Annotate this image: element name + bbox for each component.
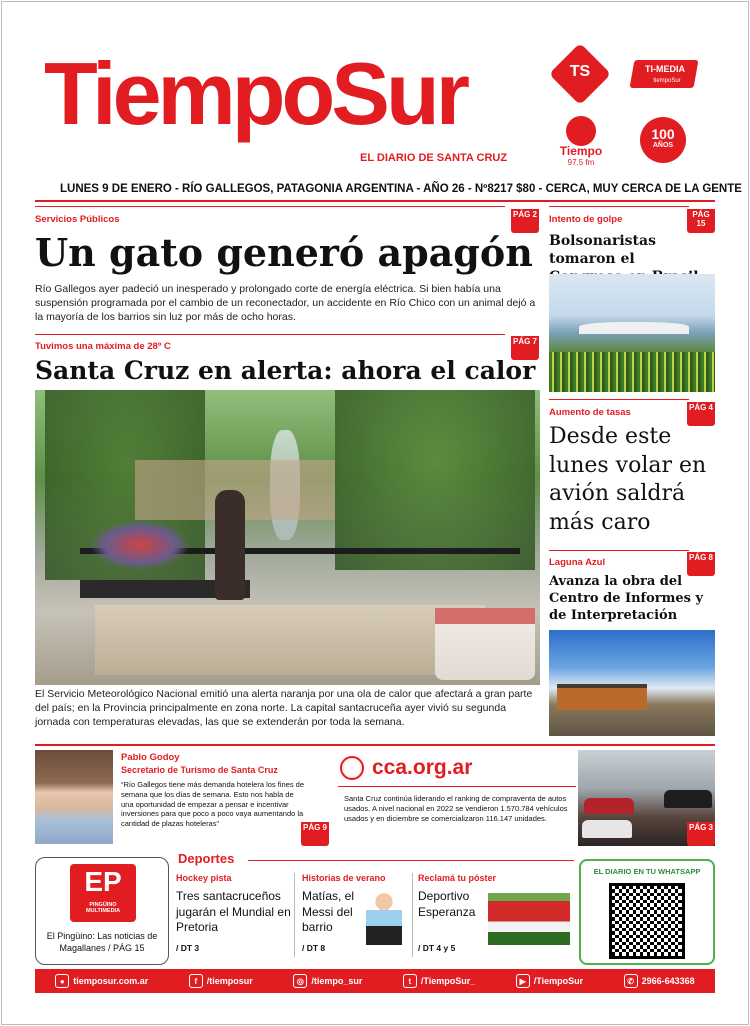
- messi-illustration: [366, 891, 402, 945]
- second-kicker: Tuvimos una máxima de 28º C: [35, 341, 171, 352]
- deportes-divider-1: [294, 873, 295, 957]
- footer-twitter-label: /TiempoSur_: [420, 976, 476, 986]
- deportes-3-text[interactable]: Deportivo Esperanza: [418, 889, 476, 919]
- footer-instagram-label: /tiempo_sur: [311, 976, 363, 986]
- phone-icon: ✆: [624, 974, 638, 988]
- side-1-pag[interactable]: PÁG 15: [687, 209, 715, 233]
- side-story-1[interactable]: [549, 206, 715, 396]
- footer-phone-label: 2966-643368: [641, 976, 695, 986]
- photo-tree-right: [335, 390, 535, 570]
- heat-photo: [35, 390, 540, 685]
- side-3-rule: [549, 550, 689, 551]
- deportes-title: Deportes: [178, 851, 235, 866]
- deportes-1-text[interactable]: Tres santacruceños jugarán el Mundial en Pretoria: [176, 889, 291, 935]
- instagram-icon: ◎: [293, 974, 307, 988]
- side-3-pag[interactable]: PÁG 8: [687, 552, 715, 576]
- deportes-2-dt[interactable]: / DT 8: [302, 943, 326, 953]
- footer-instagram[interactable]: [293, 974, 362, 988]
- cca-title[interactable]: cca.org.ar: [372, 756, 473, 779]
- masthead-logo[interactable]: TiempoSur: [44, 44, 467, 143]
- twitter-icon: t: [403, 974, 417, 988]
- footer-facebook-label: /tiemposur: [206, 976, 253, 986]
- side-1-rule: [549, 206, 689, 207]
- photo-car-dark: [664, 790, 712, 808]
- second-pag[interactable]: PÁG 7: [511, 336, 539, 360]
- side-2-headline[interactable]: Desde este lunes volar en avión saldrá más caro: [549, 424, 707, 535]
- footer-youtube[interactable]: [516, 974, 583, 988]
- globe-icon: ●: [55, 974, 69, 988]
- photo-car-white: [582, 820, 632, 838]
- brasilia-photo: [549, 274, 715, 392]
- side-2-kicker: Aumento de tasas: [549, 407, 631, 418]
- side-1-kicker: Intento de golpe: [549, 214, 623, 225]
- cca-globe-icon: [340, 756, 364, 780]
- photo-congress: [579, 322, 689, 334]
- radio-badge-label: Tiempo: [559, 144, 603, 158]
- youtube-icon: ▶: [516, 974, 530, 988]
- media-badge-sub: tiempoSur: [653, 78, 681, 84]
- photo-crowd: [549, 352, 715, 392]
- cca-body: Santa Cruz continúa liderando el ranking de compraventa de autos usados. A nivel nacional en 2022 se vendieron 1.570.784 vehículos usados y en diciembre se comercializaron 116.147 unidades.: [344, 794, 568, 823]
- footer-phone[interactable]: [624, 974, 695, 988]
- dateline: LUNES 9 DE ENERO - RÍO GALLEGOS, PATAGONIA ARGENTINA - AÑO 26 - Nº8217 $80 - CERCA, MUY CERCA DE LA GENTE: [60, 183, 742, 195]
- second-body: El Servicio Meteorológico Nacional emitió una alerta naranja por una ola de calor que afectará a gran parte del país; en la Provincia principalmente en zona norte. La capital santacruceña ayer vivió su segunda jornada con temperaturas elevadas, las que se extenderán por toda la semana.: [35, 688, 533, 729]
- team-poster-photo: [488, 893, 570, 945]
- masthead-tagline: EL DIARIO DE SANTA CRUZ: [360, 152, 508, 164]
- bottom-rule: [35, 744, 715, 746]
- deportes-block[interactable]: [176, 851, 574, 963]
- deportes-3-dt[interactable]: / DT 4 y 5: [418, 943, 456, 953]
- lead-kicker: Servicios Públicos: [35, 214, 120, 225]
- facebook-icon: f: [189, 974, 203, 988]
- side-story-3[interactable]: [549, 550, 715, 738]
- side-3-headline[interactable]: Avanza la obra del Centro de Informes y de Interpretación: [549, 574, 704, 623]
- side-story-2[interactable]: [549, 399, 715, 547]
- footer-facebook[interactable]: [189, 974, 253, 988]
- side-1-headline[interactable]: Bolsonaristas tomaron el: [549, 233, 656, 268]
- photo-planter: [435, 608, 535, 680]
- lead-pag[interactable]: PÁG 2: [511, 209, 539, 233]
- footer-twitter[interactable]: [403, 974, 475, 988]
- ts-badge-label: TS: [569, 63, 591, 80]
- deportes-1-section: Hockey pista: [176, 873, 232, 883]
- photo-people-group: [90, 520, 190, 570]
- photo-car-red: [584, 798, 634, 814]
- ep-logo-sub: PINGÜINO MULTIMEDIA: [85, 902, 121, 914]
- photo-person: [215, 490, 245, 600]
- second-story[interactable]: [35, 334, 540, 739]
- photo-cabin: [557, 684, 647, 710]
- whatsapp-qr-code[interactable]: [609, 883, 685, 959]
- deportes-2-text[interactable]: Matías, el Messi del barrio: [302, 889, 355, 935]
- second-headline[interactable]: Santa Cruz en alerta: ahora el calor: [35, 356, 536, 385]
- cca-rule: [338, 786, 576, 787]
- media-badge-label: TI-MEDIA: [645, 64, 685, 74]
- dateline-rule: [35, 200, 715, 202]
- hundred-years-top: 100: [651, 126, 675, 142]
- deportes-divider-2: [412, 873, 413, 957]
- ep-logo-text: EP: [84, 866, 122, 897]
- second-rule: [35, 334, 505, 335]
- side-2-rule: [549, 399, 689, 400]
- interview-role: Secretario de Turismo de Santa Cruz: [121, 765, 278, 775]
- whatsapp-label: EL DIARIO EN TU WHATSAPP: [593, 867, 701, 876]
- side-2-pag[interactable]: PÁG 4: [687, 402, 715, 426]
- lead-body: Río Gallegos ayer padeció un inesperado y prolongado corte de energía eléctrica. Si bien había una suspensión programada por el cambio de un reconectador, un accidente en Río Chico con un animal dejó a la mayoría de los barrios sin luz por más de ocho horas.: [35, 283, 536, 324]
- deportes-1-dt[interactable]: / DT 3: [176, 943, 200, 953]
- lead-story[interactable]: [35, 206, 540, 334]
- whatsapp-block[interactable]: [579, 859, 715, 965]
- side-3-kicker: Laguna Azul: [549, 557, 606, 568]
- interview-quote: “Río Gallegos tiene más demanda hotelera los fines de semana que los días de semana. Esto nos habla de una oportunidad de empezar a pensar e incentivar inversiones para que poco a poco vaya aumentando la cantidad de plazas hoteleras”: [121, 780, 305, 828]
- cca-pag[interactable]: PÁG 3: [687, 822, 715, 846]
- footer-web-label: tiemposur.com.ar: [73, 976, 149, 986]
- lead-headline[interactable]: Un gato generó apagón: [35, 230, 533, 275]
- interview-name: Pablo Godoy: [121, 752, 180, 763]
- ep-text: El Pingüino: Las noticias de Magallanes / PÁG 15: [46, 931, 158, 954]
- lead-rule: [35, 206, 505, 207]
- deportes-2-section: Historias de verano: [302, 873, 386, 883]
- laguna-photo: [549, 630, 715, 736]
- cca-block[interactable]: [338, 750, 576, 846]
- godoy-photo: [35, 750, 113, 844]
- footer-bar: [35, 969, 715, 993]
- interview-block[interactable]: [35, 750, 330, 846]
- deportes-3-section: Reclamá tu póster: [418, 873, 497, 883]
- deportes-rule: [248, 860, 574, 861]
- footer-youtube-label: /TiempoSur: [533, 976, 584, 986]
- interview-pag[interactable]: PÁG 9: [301, 822, 329, 846]
- footer-web[interactable]: [55, 974, 148, 988]
- radio-icon[interactable]: [566, 116, 596, 146]
- photo-deck: [95, 605, 485, 675]
- radio-badge-freq: 97.5 fm: [567, 158, 595, 167]
- hundred-years-bottom: AÑOS: [652, 142, 674, 149]
- ep-block[interactable]: [35, 857, 169, 965]
